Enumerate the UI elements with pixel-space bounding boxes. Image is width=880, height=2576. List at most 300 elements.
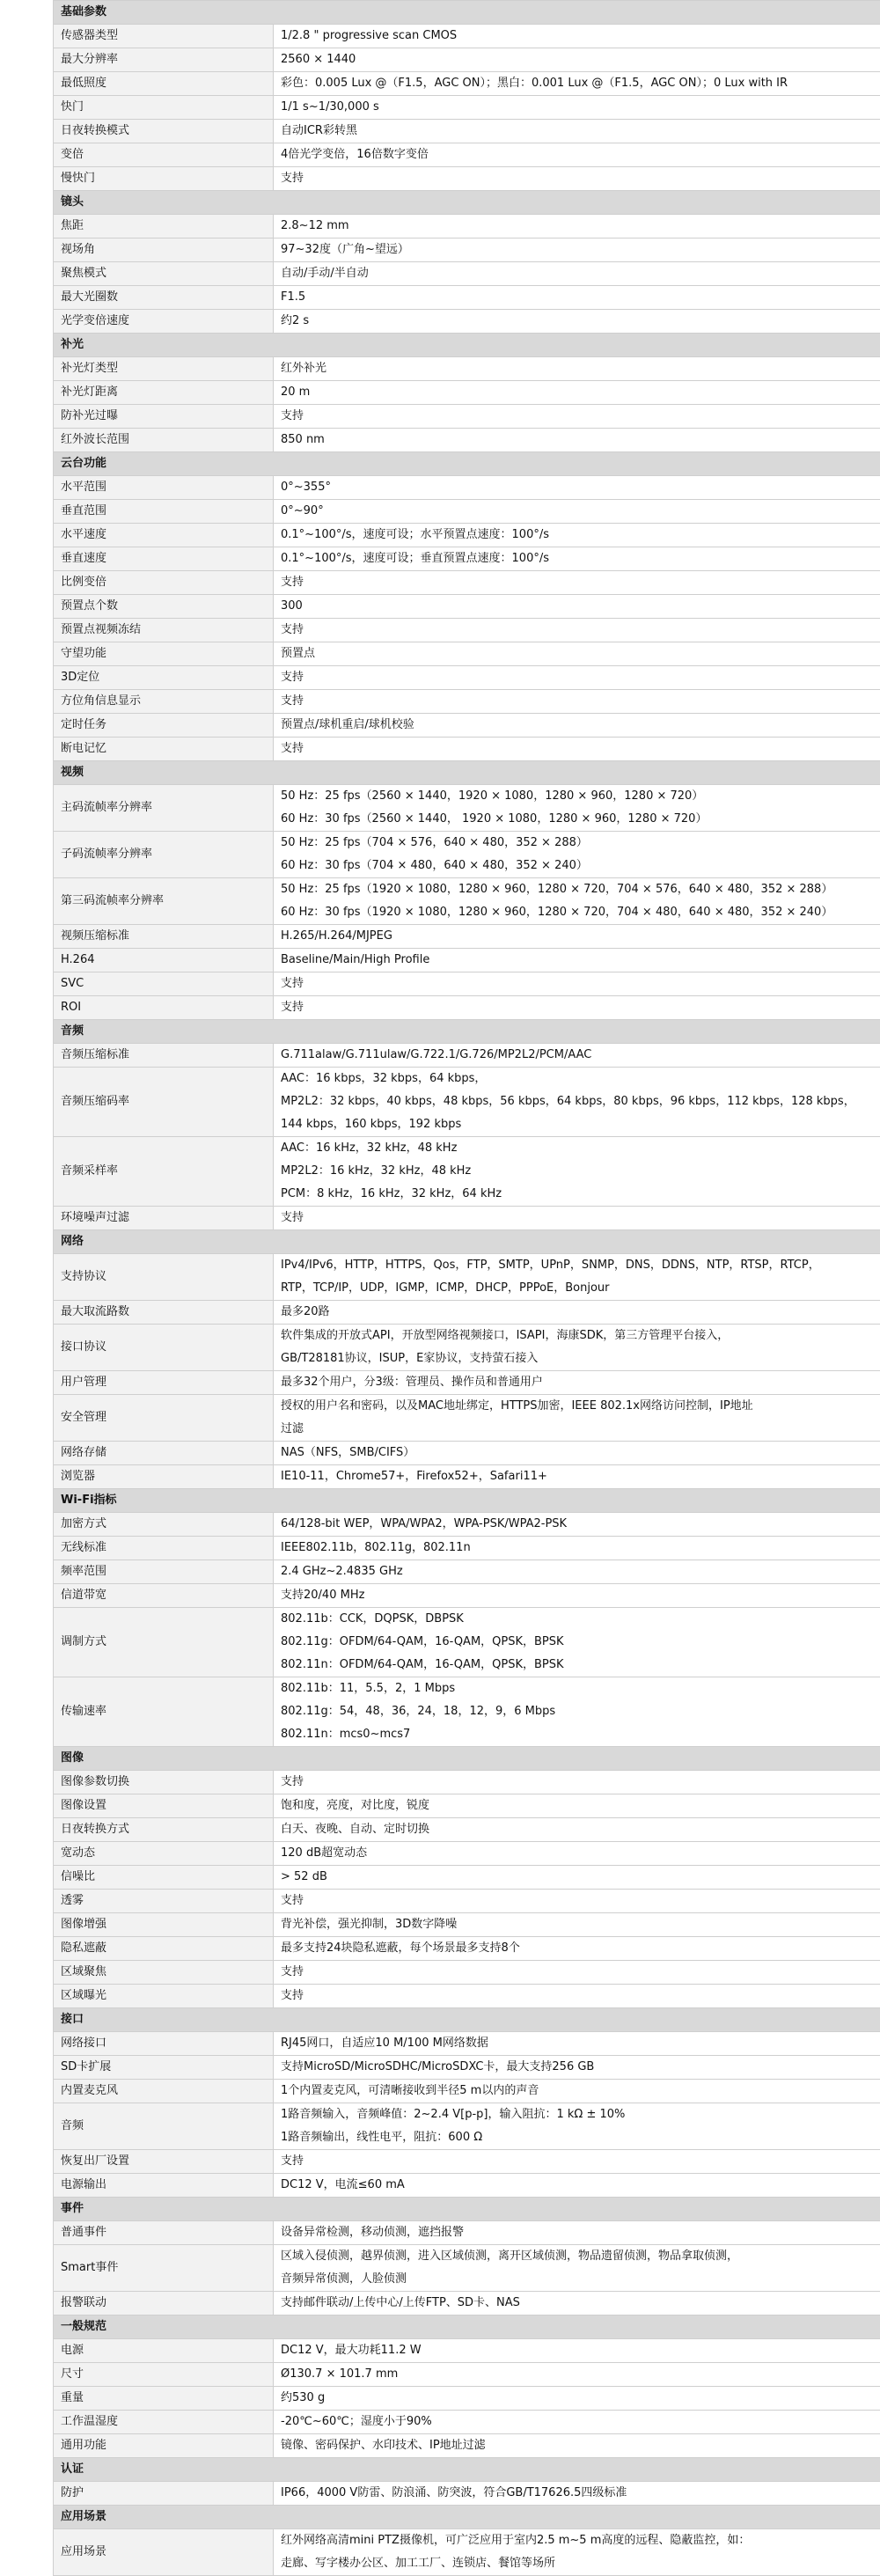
spec-key: 区域曝光	[54, 1985, 274, 2008]
spec-row	[54, 1677, 880, 1747]
section-header	[54, 761, 880, 785]
spec-key: 音频压缩码率	[54, 1068, 274, 1137]
spec-row	[54, 286, 880, 310]
spec-value	[274, 1818, 880, 1842]
spec-row	[54, 310, 880, 334]
spec-value-line: 自动/手动/半自动	[281, 262, 873, 285]
spec-value-line: 支持	[281, 972, 873, 995]
spec-key: 慢快门	[54, 167, 274, 191]
section-title: 认证	[54, 2458, 880, 2482]
spec-value-line: 2.4 GHz~2.4835 GHz	[281, 1560, 873, 1583]
spec-value-line: 0°~90°	[281, 500, 873, 523]
spec-key: 信噪比	[54, 1866, 274, 1890]
spec-value	[274, 2174, 880, 2198]
section-title: 音频	[54, 1020, 880, 1044]
section-header	[54, 452, 880, 476]
spec-row	[54, 2080, 880, 2103]
spec-value	[274, 2292, 880, 2315]
spec-key: 区域聚焦	[54, 1961, 274, 1985]
spec-row	[54, 2482, 880, 2506]
section-title: 镜头	[54, 191, 880, 215]
spec-value-line: 支持	[281, 1985, 873, 2007]
spec-row	[54, 878, 880, 925]
spec-key: 防补光过曝	[54, 405, 274, 429]
spec-row	[54, 666, 880, 690]
section-title: 应用场景	[54, 2506, 880, 2529]
spec-key: 图像增强	[54, 1913, 274, 1937]
spec-row	[54, 2387, 880, 2411]
spec-value	[274, 2363, 880, 2387]
spec-value-line: 20 m	[281, 381, 873, 404]
spec-value	[274, 972, 880, 996]
spec-key: 用户管理	[54, 1371, 274, 1395]
spec-value-line: 自动ICR彩转黑	[281, 120, 873, 143]
spec-row	[54, 96, 880, 120]
spec-value-line: > 52 dB	[281, 1866, 873, 1889]
spec-value	[274, 1301, 880, 1325]
spec-key: 重量	[54, 2387, 274, 2411]
spec-value-line: 支持	[281, 619, 873, 642]
spec-row	[54, 571, 880, 595]
spec-row	[54, 1584, 880, 1608]
spec-value-line: 饱和度，亮度，对比度，锐度	[281, 1794, 873, 1817]
spec-value-line: 预置点	[281, 642, 873, 665]
spec-value-line: 64/128-bit WEP，WPA/WPA2，WPA-PSK/WPA2-PSK	[281, 1513, 873, 1536]
spec-key: 电源输出	[54, 2174, 274, 2198]
spec-row	[54, 1560, 880, 1584]
section-title: 基础参数	[54, 1, 880, 25]
spec-value	[274, 619, 880, 642]
spec-key: 传感器类型	[54, 25, 274, 48]
spec-key: 聚焦模式	[54, 262, 274, 286]
spec-row	[54, 949, 880, 972]
spec-key: 定时任务	[54, 714, 274, 738]
spec-value	[274, 832, 880, 878]
spec-value	[274, 1560, 880, 1584]
spec-value	[274, 1465, 880, 1489]
spec-value	[274, 310, 880, 334]
spec-value-line: 音频异常侦测，人脸侦测	[281, 2268, 873, 2291]
spec-value	[274, 2032, 880, 2056]
spec-key: 子码流帧率分辨率	[54, 832, 274, 878]
section-title: 图像	[54, 1747, 880, 1771]
spec-value	[274, 2080, 880, 2103]
spec-value-line: 4倍光学变倍，16倍数字变倍	[281, 143, 873, 166]
spec-value-line: AAC：16 kbps，32 kbps，64 kbps，	[281, 1068, 873, 1090]
spec-value	[274, 925, 880, 949]
spec-value	[274, 1890, 880, 1913]
spec-key: 安全管理	[54, 1395, 274, 1442]
spec-row	[54, 72, 880, 96]
spec-row	[54, 2292, 880, 2315]
spec-key: 主码流帧率分辨率	[54, 785, 274, 832]
spec-value-line: 支持MicroSD/MicroSDHC/MicroSDXC卡，最大支持256 GB	[281, 2056, 873, 2079]
spec-value	[274, 595, 880, 619]
spec-row	[54, 143, 880, 167]
spec-row	[54, 1325, 880, 1371]
spec-key: 通用功能	[54, 2434, 274, 2458]
spec-value-line: MP2L2：32 kbps，40 kbps，48 kbps，56 kbps，64 kbps，80 kbps，96 kbps，112 kbps，128 kbps，	[281, 1090, 873, 1113]
spec-key: 3D定位	[54, 666, 274, 690]
spec-value-line: 镜像、密码保护、水印技术、IP地址过滤	[281, 2434, 873, 2457]
spec-row	[54, 262, 880, 286]
spec-value	[274, 2529, 880, 2576]
spec-row	[54, 2245, 880, 2292]
spec-key: 网络接口	[54, 2032, 274, 2056]
spec-row	[54, 1794, 880, 1818]
spec-value	[274, 1937, 880, 1961]
spec-row	[54, 429, 880, 452]
section-header	[54, 2458, 880, 2482]
spec-value	[274, 1677, 880, 1747]
spec-key: 最低照度	[54, 72, 274, 96]
spec-value-line: 60 Hz：30 fps（2560 × 1440， 1920 × 1080，1280 × 960，1280 × 720）	[281, 808, 873, 831]
spec-key: 比例变倍	[54, 571, 274, 595]
spec-value	[274, 429, 880, 452]
spec-value-line: H.265/H.264/MJPEG	[281, 925, 873, 948]
spec-value-line: 50 Hz：25 fps（1920 × 1080，1280 × 960，1280 × 720，704 × 576，640 × 480，352 × 288）	[281, 878, 873, 901]
spec-key: 水平速度	[54, 524, 274, 547]
spec-row	[54, 2363, 880, 2387]
spec-value	[274, 571, 880, 595]
spec-table-body	[54, 1, 880, 2576]
spec-value-line: 支持	[281, 571, 873, 594]
spec-value-line: Ø130.7 × 101.7 mm	[281, 2363, 873, 2386]
spec-key: 快门	[54, 96, 274, 120]
spec-key: 应用场景	[54, 2529, 274, 2576]
spec-value	[274, 878, 880, 925]
spec-row	[54, 925, 880, 949]
spec-value	[274, 1866, 880, 1890]
spec-row	[54, 2150, 880, 2174]
section-title: Wi-Fi指标	[54, 1489, 880, 1513]
spec-value	[274, 2150, 880, 2174]
section-title: 云台功能	[54, 452, 880, 476]
spec-value-line: AAC：16 kHz，32 kHz，48 kHz	[281, 1137, 873, 1160]
spec-value	[274, 2387, 880, 2411]
spec-key: 网络存储	[54, 1442, 274, 1465]
spec-row	[54, 1842, 880, 1866]
spec-row	[54, 642, 880, 666]
spec-row	[54, 2434, 880, 2458]
spec-row	[54, 2032, 880, 2056]
spec-key: 守望功能	[54, 642, 274, 666]
spec-value-line: 支持	[281, 405, 873, 428]
spec-row	[54, 120, 880, 143]
spec-row	[54, 405, 880, 429]
spec-row	[54, 167, 880, 191]
spec-key: 透雾	[54, 1890, 274, 1913]
spec-value	[274, 239, 880, 262]
spec-row	[54, 714, 880, 738]
spec-key: H.264	[54, 949, 274, 972]
spec-row	[54, 785, 880, 832]
spec-key: 无线标准	[54, 1537, 274, 1560]
spec-value-line: 约2 s	[281, 310, 873, 333]
spec-key: 环境噪声过滤	[54, 1207, 274, 1230]
section-header	[54, 1747, 880, 1771]
spec-row	[54, 1890, 880, 1913]
spec-row	[54, 1985, 880, 2008]
spec-row	[54, 1137, 880, 1207]
spec-value	[274, 72, 880, 96]
spec-value	[274, 2103, 880, 2150]
spec-value-line: 802.11g：54，48，36，24，18，12，9，6 Mbps	[281, 1700, 873, 1723]
spec-key: 日夜转换模式	[54, 120, 274, 143]
spec-key: 图像设置	[54, 1794, 274, 1818]
section-header	[54, 334, 880, 357]
spec-key: 音频压缩标准	[54, 1044, 274, 1068]
spec-key: 隐私遮蔽	[54, 1937, 274, 1961]
spec-key: 预置点个数	[54, 595, 274, 619]
spec-key: 光学变倍速度	[54, 310, 274, 334]
spec-value	[274, 547, 880, 571]
spec-value	[274, 1137, 880, 1207]
spec-row	[54, 1254, 880, 1301]
section-header	[54, 2315, 880, 2339]
spec-key: 传输速率	[54, 1677, 274, 1747]
spec-value	[274, 381, 880, 405]
spec-key: SD卡扩展	[54, 2056, 274, 2080]
spec-row	[54, 2411, 880, 2434]
spec-value	[274, 286, 880, 310]
spec-value-line: NAS（NFS，SMB/CIFS）	[281, 1442, 873, 1464]
spec-value-line: Baseline/Main/High Profile	[281, 949, 873, 972]
section-title: 补光	[54, 334, 880, 357]
section-header	[54, 2198, 880, 2221]
spec-value-line: GB/T28181协议，ISUP，E家协议，支持萤石接入	[281, 1347, 873, 1370]
section-title: 一般规范	[54, 2315, 880, 2339]
spec-value-line: 最多32个用户，分3级：管理员、操作员和普通用户	[281, 1371, 873, 1394]
spec-value	[274, 476, 880, 500]
spec-row	[54, 1913, 880, 1937]
spec-value-line: 支持	[281, 738, 873, 760]
section-header	[54, 1489, 880, 1513]
spec-row	[54, 1961, 880, 1985]
section-title: 事件	[54, 2198, 880, 2221]
spec-value-line: 约530 g	[281, 2387, 873, 2410]
spec-row	[54, 1395, 880, 1442]
section-title: 接口	[54, 2008, 880, 2032]
spec-value	[274, 1513, 880, 1537]
spec-value-line: 802.11g：OFDM/64-QAM，16-QAM，QPSK，BPSK	[281, 1631, 873, 1654]
spec-row	[54, 1818, 880, 1842]
spec-value	[274, 1044, 880, 1068]
spec-value-line: 软件集成的开放式API，开放型网络视频接口，ISAPI，海康SDK，第三方管理平台接入，	[281, 1325, 873, 1347]
spec-value-line: 1/2.8 " progressive scan CMOS	[281, 25, 873, 48]
spec-value-line: IP66，4000 V防雷、防浪涌、防突波，符合GB/T17626.5四级标准	[281, 2482, 873, 2505]
spec-value-line: 0.1°~100°/s，速度可设；垂直预置点速度：100°/s	[281, 547, 873, 570]
spec-value	[274, 524, 880, 547]
spec-value-line: 最多20路	[281, 1301, 873, 1324]
spec-key: 尺寸	[54, 2363, 274, 2387]
spec-value-line: 60 Hz：30 fps（704 × 480，640 × 480，352 × 240）	[281, 855, 873, 877]
spec-key: 报警联动	[54, 2292, 274, 2315]
spec-key: 变倍	[54, 143, 274, 167]
spec-row	[54, 1937, 880, 1961]
spec-row	[54, 996, 880, 1020]
spec-value-line: 802.11n：mcs0~mcs7	[281, 1723, 873, 1746]
spec-row	[54, 239, 880, 262]
spec-value-line: 144 kbps，160 kbps，192 kbps	[281, 1113, 873, 1136]
spec-value	[274, 1442, 880, 1465]
spec-value-line: G.711alaw/G.711ulaw/G.722.1/G.726/MP2L2/PCM/AAC	[281, 1044, 873, 1067]
spec-value	[274, 167, 880, 191]
spec-key: 最大光圈数	[54, 286, 274, 310]
spec-value	[274, 666, 880, 690]
spec-value-line: 120 dB超宽动态	[281, 1842, 873, 1865]
spec-value	[274, 405, 880, 429]
spec-value	[274, 642, 880, 666]
spec-value-line: 0°~355°	[281, 476, 873, 499]
spec-value-line: DC12 V，最大功耗11.2 W	[281, 2339, 873, 2362]
spec-row	[54, 547, 880, 571]
spec-row	[54, 381, 880, 405]
spec-row	[54, 2174, 880, 2198]
spec-key: 垂直范围	[54, 500, 274, 524]
spec-value-line: RJ45网口，自适应10 M/100 M网络数据	[281, 2032, 873, 2055]
spec-key: 图像参数切换	[54, 1771, 274, 1794]
spec-value	[274, 143, 880, 167]
spec-value-line: 60 Hz：30 fps（1920 × 1080，1280 × 960，1280 × 720，704 × 480，640 × 480，352 × 240）	[281, 901, 873, 924]
spec-value-line: 背光补偿，强光抑制，3D数字降噪	[281, 1913, 873, 1936]
spec-value	[274, 1794, 880, 1818]
spec-key: 最大分辨率	[54, 48, 274, 72]
spec-value	[274, 2056, 880, 2080]
spec-row	[54, 1044, 880, 1068]
spec-key: 信道带宽	[54, 1584, 274, 1608]
spec-value	[274, 2339, 880, 2363]
spec-row	[54, 1207, 880, 1230]
spec-key: 方位角信息显示	[54, 690, 274, 714]
spec-value	[274, 48, 880, 72]
spec-value-line: 0.1°~100°/s，速度可设；水平预置点速度：100°/s	[281, 524, 873, 547]
spec-key: 预置点视频冻结	[54, 619, 274, 642]
spec-key: SVC	[54, 972, 274, 996]
spec-row	[54, 524, 880, 547]
spec-key: ROI	[54, 996, 274, 1020]
spec-key: 浏览器	[54, 1465, 274, 1489]
spec-row	[54, 1866, 880, 1890]
spec-key: 垂直速度	[54, 547, 274, 571]
section-title: 视频	[54, 761, 880, 785]
spec-row	[54, 1442, 880, 1465]
spec-key: 补光灯距离	[54, 381, 274, 405]
spec-row	[54, 1513, 880, 1537]
section-header	[54, 2506, 880, 2529]
spec-value-line: 支持邮件联动/上传中心/上传FTP、SD卡、NAS	[281, 2292, 873, 2315]
spec-row	[54, 2339, 880, 2363]
spec-value	[274, 714, 880, 738]
spec-value-line: 过滤	[281, 1418, 873, 1441]
spec-key: 接口协议	[54, 1325, 274, 1371]
spec-value	[274, 690, 880, 714]
spec-value-line: 支持	[281, 1961, 873, 1984]
spec-key: 断电记忆	[54, 738, 274, 761]
spec-value-line: 支持	[281, 1890, 873, 1912]
spec-value-line: 802.11n：OFDM/64-QAM，16-QAM，QPSK，BPSK	[281, 1654, 873, 1677]
spec-key: 频率范围	[54, 1560, 274, 1584]
spec-value-line: 300	[281, 595, 873, 618]
spec-key: 加密方式	[54, 1513, 274, 1537]
spec-key: 视场角	[54, 239, 274, 262]
spec-value	[274, 1584, 880, 1608]
spec-key: 恢复出厂设置	[54, 2150, 274, 2174]
spec-value-line: 支持	[281, 690, 873, 713]
spec-value-line: RTP，TCP/IP，UDP，IGMP，ICMP，DHCP，PPPoE，Bonjour	[281, 1277, 873, 1300]
spec-row	[54, 595, 880, 619]
spec-value-line: 彩色：0.005 Lux @（F1.5，AGC ON）；黑白：0.001 Lux @（F1.5，AGC ON）；0 Lux with IR	[281, 72, 873, 95]
spec-table	[53, 0, 880, 2576]
spec-value	[274, 2482, 880, 2506]
spec-value	[274, 1961, 880, 1985]
spec-row	[54, 690, 880, 714]
spec-value-line: 1路音频输入，音频峰值：2~2.4 V[p-p]，输入阻抗：1 kΩ ± 10%	[281, 2103, 873, 2126]
spec-value	[274, 25, 880, 48]
spec-value	[274, 262, 880, 286]
spec-value-line: 50 Hz：25 fps（2560 × 1440，1920 × 1080，1280 × 960，1280 × 720）	[281, 785, 873, 808]
spec-value	[274, 2221, 880, 2245]
spec-row	[54, 476, 880, 500]
spec-value	[274, 1207, 880, 1230]
spec-row	[54, 357, 880, 381]
spec-value	[274, 2434, 880, 2458]
spec-row	[54, 25, 880, 48]
spec-value-line: MP2L2：16 kHz，32 kHz，48 kHz	[281, 1160, 873, 1183]
section-header	[54, 1230, 880, 1254]
spec-key: 工作温湿度	[54, 2411, 274, 2434]
spec-value-line: 支持20/40 MHz	[281, 1584, 873, 1607]
spec-row	[54, 1371, 880, 1395]
spec-key: 红外波长范围	[54, 429, 274, 452]
spec-row	[54, 2529, 880, 2576]
spec-value-line: IE10-11，Chrome57+，Firefox52+，Safari11+	[281, 1465, 873, 1488]
spec-value-line: 走廊、写字楼办公区、加工工厂、连锁店、餐馆等场所	[281, 2552, 873, 2575]
spec-value-line: 红外补光	[281, 357, 873, 380]
spec-value-line: 1/1 s~1/30,000 s	[281, 96, 873, 119]
spec-value	[274, 1325, 880, 1371]
spec-value	[274, 1913, 880, 1937]
spec-row	[54, 619, 880, 642]
spec-row	[54, 972, 880, 996]
spec-key: 音频	[54, 2103, 274, 2150]
spec-key: 焦距	[54, 215, 274, 239]
spec-value	[274, 1771, 880, 1794]
spec-row	[54, 1771, 880, 1794]
spec-value	[274, 2411, 880, 2434]
spec-value-line: IEEE802.11b，802.11g，802.11n	[281, 1537, 873, 1560]
spec-row	[54, 832, 880, 878]
spec-key: 水平范围	[54, 476, 274, 500]
section-header	[54, 1, 880, 25]
spec-value	[274, 996, 880, 1020]
spec-value	[274, 949, 880, 972]
spec-value	[274, 2245, 880, 2292]
spec-key: 电源	[54, 2339, 274, 2363]
spec-row	[54, 738, 880, 761]
spec-value-line: IPv4/IPv6，HTTP，HTTPS，Qos，FTP，SMTP，UPnP，SNMP，DNS，DDNS，NTP，RTSP，RTCP，	[281, 1254, 873, 1277]
spec-value	[274, 96, 880, 120]
spec-value-line: 红外网络高清mini PTZ摄像机，可广泛应用于室内2.5 m~5 m高度的远程、隐蔽监控，如：	[281, 2529, 873, 2552]
spec-value-line: 白天、夜晚、自动、定时切换	[281, 1818, 873, 1841]
spec-key: 普通事件	[54, 2221, 274, 2245]
spec-value-line: 2.8~12 mm	[281, 215, 873, 238]
spec-value-line: 1个内置麦克风，可清晰接收到半径5 m以内的声音	[281, 2080, 873, 2103]
spec-value-line: 850 nm	[281, 429, 873, 451]
spec-value-line: 97~32度（广角~望远）	[281, 239, 873, 261]
spec-key: 最大取流路数	[54, 1301, 274, 1325]
spec-key: 宽动态	[54, 1842, 274, 1866]
